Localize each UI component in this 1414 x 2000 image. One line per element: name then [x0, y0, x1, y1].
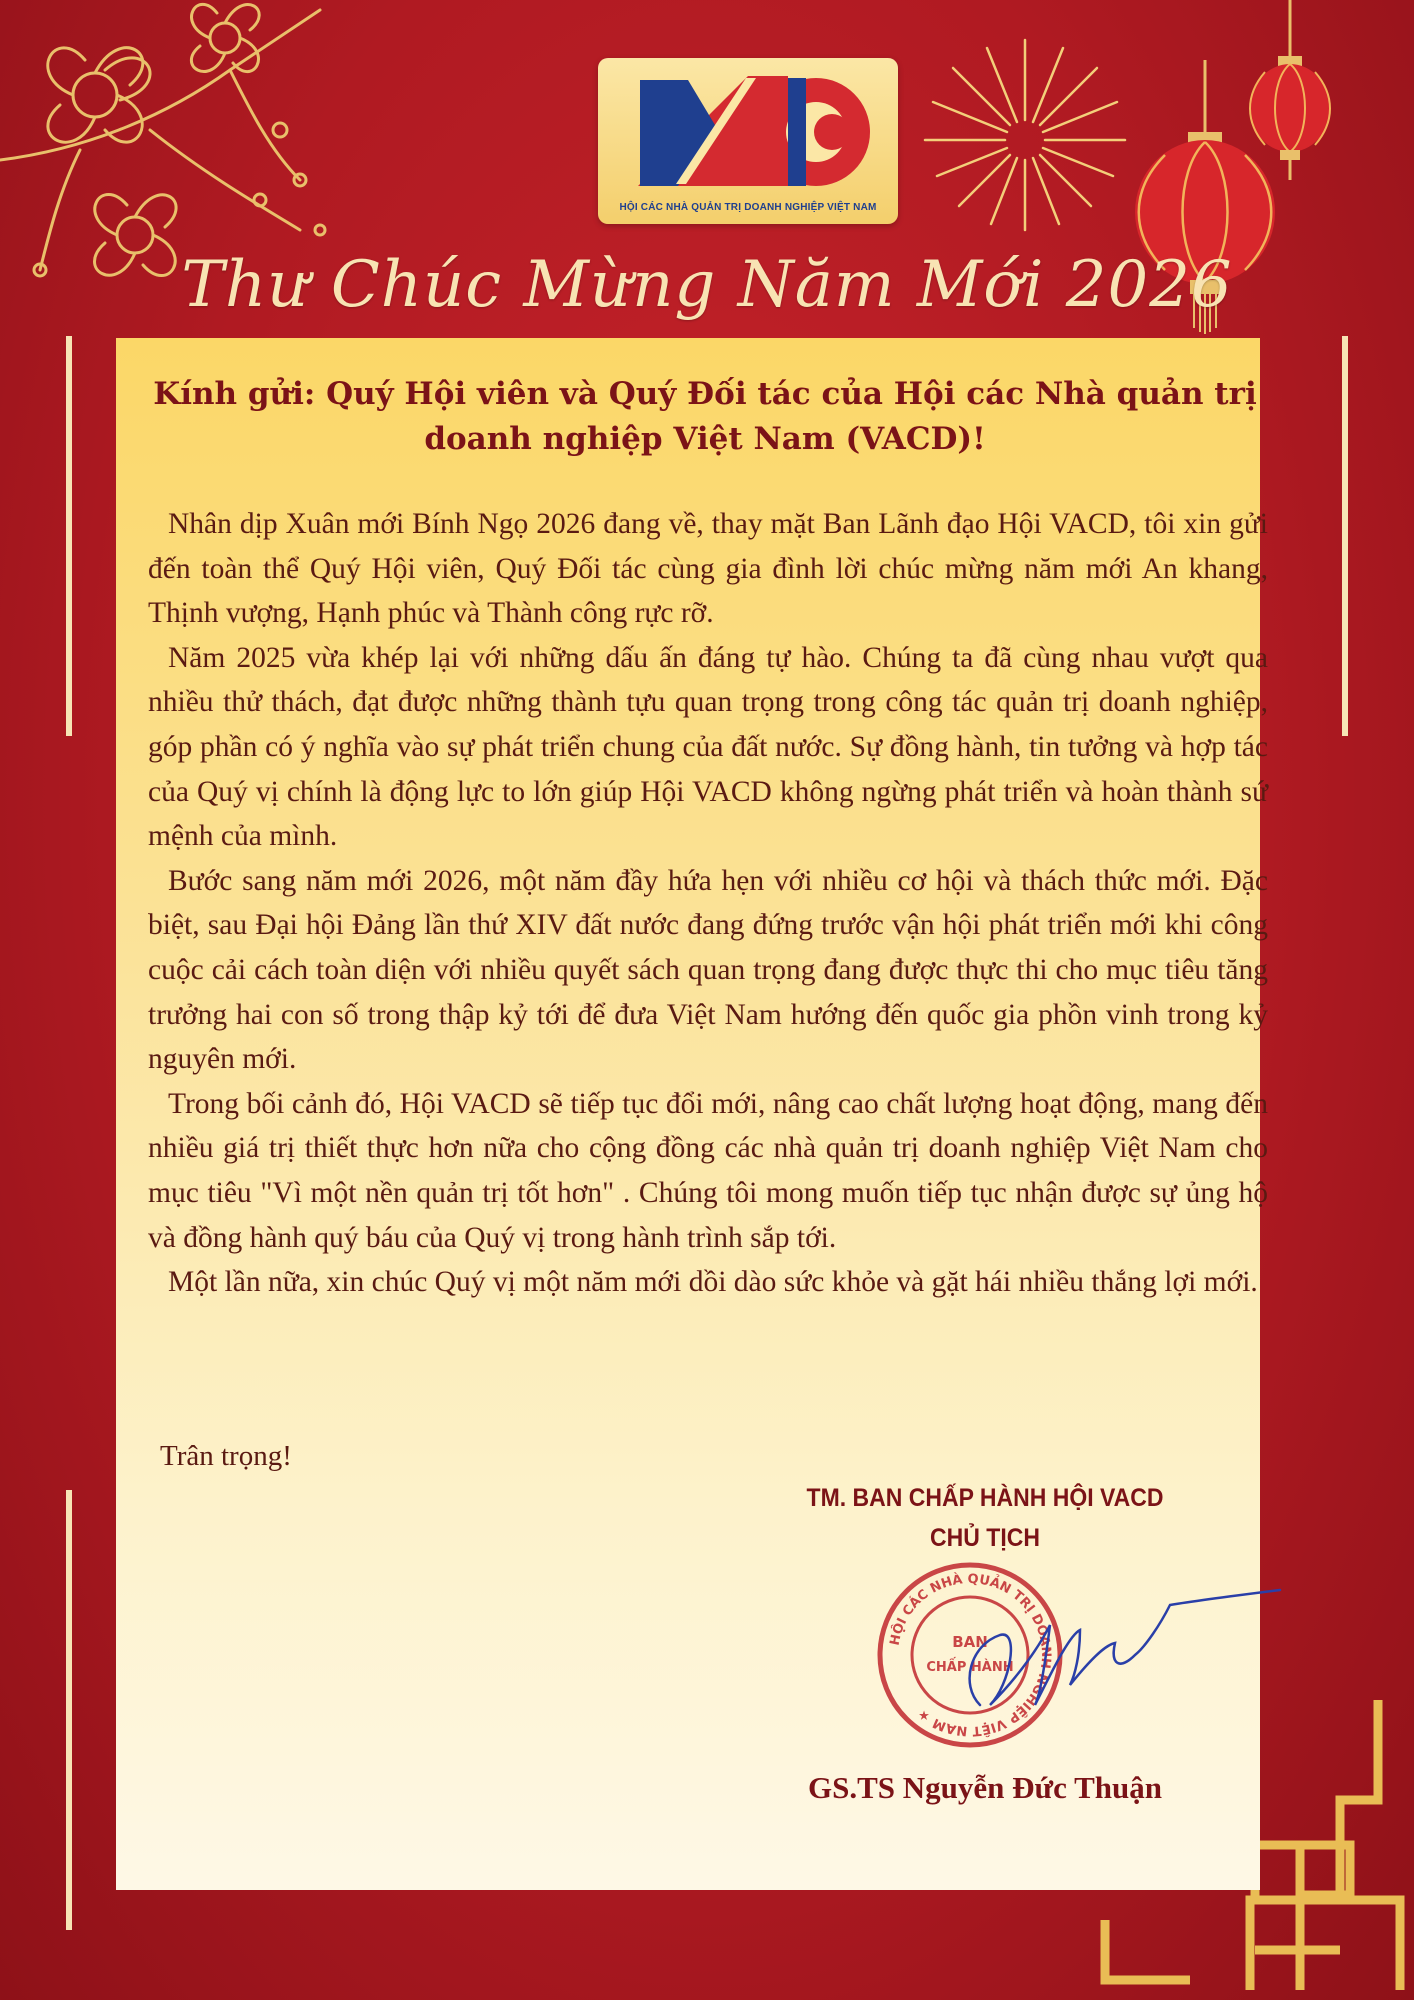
signature-title-block	[760, 1478, 1211, 1558]
blossom-branch-icon	[0, 4, 325, 276]
letter-paragraph: Năm 2025 vừa khép lại với những dấu ấn đáng tự hào. Chúng ta đã cùng nhau vượt qua nhiều thử thách, đạt được những thành tựu quan trọng trong công tác quản trị doanh nghiệp, góp phần có ý nghĩa vào sự phát triển chung của đất nước. Sự đồng hành, tin tưởng và hợp tác của Quý vị chính là động lực to lớn giúp Hội VACD không ngừng phát triển và hoàn thành sứ mệnh của mình.	[148, 641, 1268, 853]
vacd-logo-mark-icon	[618, 66, 878, 201]
lantern-small-icon	[1250, 0, 1330, 180]
official-stamp	[870, 1555, 1290, 1755]
letter-paragraph: Bước sang năm mới 2026, một năm đầy hứa hẹn với nhiều cơ hội và thách thức mới. Đặc biệt, sau Đại hội Đảng lần thứ XIV đất nước đang đứng trước vận hội phát triển mới khi công cuộc cải cách toàn diện với nhiều quyết sách quan trọng đang được thực thi cho mục tiêu tăng trưởng hai con số trong thập kỷ tới để đưa Việt Nam hướng đến quốc gia phồn vinh trong kỷ nguyên mới.	[148, 864, 1268, 1076]
letter-greeting: Kính gửi: Quý Hội viên và Quý Đối tác của Hội các Nhà quản trị doanh nghiệp Việt Nam (VACD)!	[153, 376, 1257, 457]
letter-paragraph: Nhân dịp Xuân mới Bính Ngọ 2026 đang về, thay mặt Ban Lãnh đạo Hội VACD, tôi xin gửi đến toàn thể Quý Hội viên, Quý Đối tác cùng gia đình lời chúc mừng năm mới An khang, Thịnh vượng, Hạnh phúc và Thành công rực rỡ.	[148, 508, 1268, 630]
letter-body	[148, 502, 1268, 1305]
border-line-left-bottom	[66, 1490, 72, 1930]
logo-tagline: HỘI CÁC NHÀ QUẢN TRỊ DOANH NGHIỆP VIỆT NAM	[619, 202, 877, 213]
letter-paragraph: Một lần nữa, xin chúc Quý vị một năm mới dồi dào sức khỏe và gặt hái nhiều thắng lợi mới.	[168, 1266, 1258, 1299]
signer-name: GS.TS Nguyễn Đức Thuận	[808, 1770, 1162, 1805]
vacd-logo	[598, 58, 898, 224]
letter-paragraph: Trong bối cảnh đó, Hội VACD sẽ tiếp tục đổi mới, nâng cao chất lượng hoạt động, mang đến nhiều giá trị thiết thực hơn nữa cho cộng đồng các nhà quản trị doanh nghiệp Việt Nam cho mục tiêu "Vì một nền quản trị tốt hơn" . Chúng tôi mong muốn tiếp tục nhận được sự ủng hộ và đồng hành quý báu của Quý vị trong hành trình sắp tới.	[148, 1087, 1268, 1254]
svg-text:CHẤP HÀNH: CHẤP HÀNH	[926, 1660, 1014, 1675]
letter-closing: Trân trọng!	[160, 1440, 292, 1472]
signature-line-2: CHỦ TỊCH	[930, 1524, 1040, 1552]
border-line-left-top	[66, 336, 72, 736]
svg-text:BAN: BAN	[952, 1633, 988, 1651]
signature-line-1: TM. BAN CHẤP HÀNH HỘI VACD	[806, 1484, 1164, 1512]
svg-text:HỘI CÁC NHÀ QUẢN TRỊ DOANH NGH: HỘI CÁC NHÀ QUẢN TRỊ DOANH NGHIỆP VIỆT NAM ★	[887, 1571, 1054, 1739]
border-line-right	[1342, 336, 1348, 736]
fireworks-icon	[925, 40, 1125, 230]
page-title: Thư Chúc Mừng Năm Mới 2026	[181, 248, 1233, 322]
